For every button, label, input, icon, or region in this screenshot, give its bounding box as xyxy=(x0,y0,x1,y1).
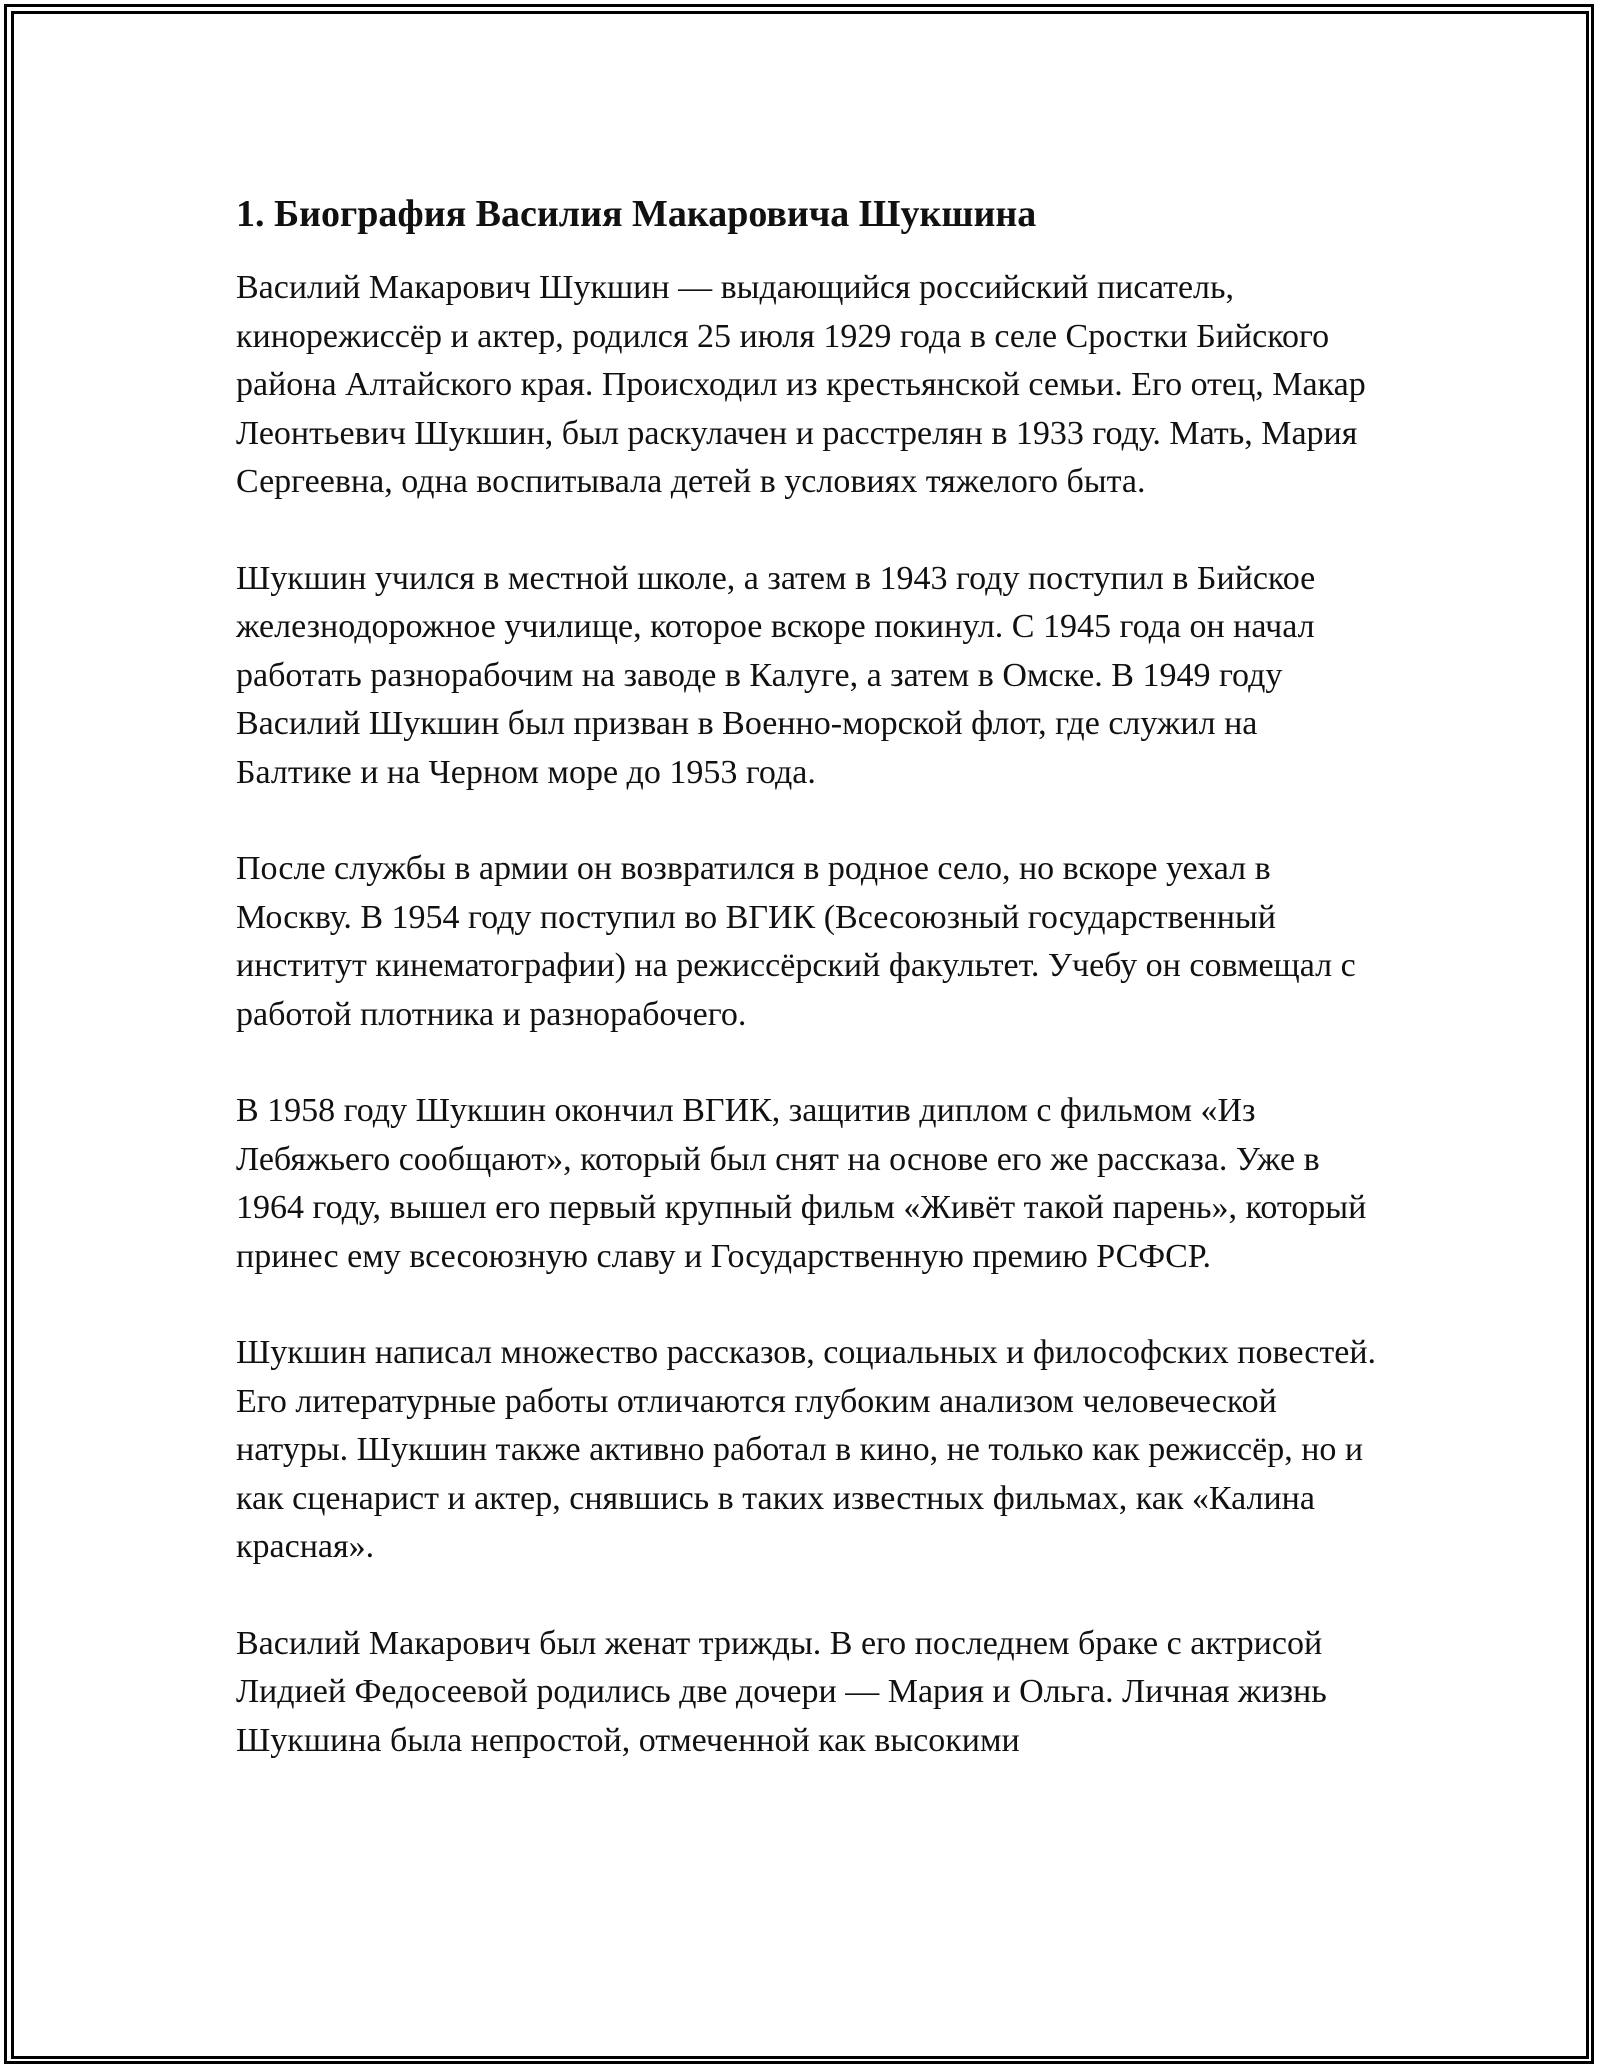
section-heading: 1. Биография Василия Макаровича Шукшина xyxy=(236,193,1037,235)
document-body xyxy=(236,188,1376,1813)
paragraph-education: Шукшин учился в местной школе, а затем в 1943 году поступил в Бийское железнодорожное училище, которое вскоре покинул. С 1945 года он начал работать разнорабочим на заводе в Калуге, а затем в Омске. В 1949 году Василий Шукшин был призван в Военно-морской флот, где служил на Балтике и на Черном море до 1953 года. xyxy=(236,559,1316,791)
paragraph-family: Василий Макарович был женат трижды. В его последнем браке с актрисой Лидией Федосеевой родились две дочери — Мария и Ольга. Личная жизнь Шукшина была непростой, отмеченной как высокими xyxy=(236,1624,1327,1759)
paragraph-works: Шукшин написал множество рассказов, социальных и философских повестей. Его литературные работы отличаются глубоким анализом человеческой натуры. Шукшин также активно работал в кино, не только как режиссёр, но и как сценарист и актер, снявшись в таких известных фильмах, как «Калина красная». xyxy=(236,1334,1377,1565)
paragraph-first-film: В 1958 году Шукшин окончил ВГИК, защитив диплом с фильмом «Из Лебяжьего сообщают», который был снят на основе его же рассказа. Уже в 1964 году, вышел его первый крупный фильм «Живёт такой парень», который принес ему всесоюзную славу и Государственную премию РСФСР. xyxy=(236,1092,1367,1275)
paragraph-vgik-entry: После службы в армии он возвратился в родное село, но вскоре уехал в Москву. В 1954 году поступил во ВГИК (Всесоюзный государственный институт кинематографии) на режиссёрский факультет. Учебу он совмещал с работой плотника и разнорабочего. xyxy=(236,850,1356,1033)
paragraph-birth: Василий Макарович Шукшин — выдающийся российский писатель, кинорежиссёр и актер, родился 25 июля 1929 года в селе Сростки Бийского района Алтайского края. Происходил из крестьянской семьи. Его отец, Макар Леонтьевич Шукшин, был раскулачен и расстрелян в 1933 году. Мать, Мария Сергеевна, одна воспитывала детей в условиях тяжелого быта. xyxy=(236,269,1366,500)
